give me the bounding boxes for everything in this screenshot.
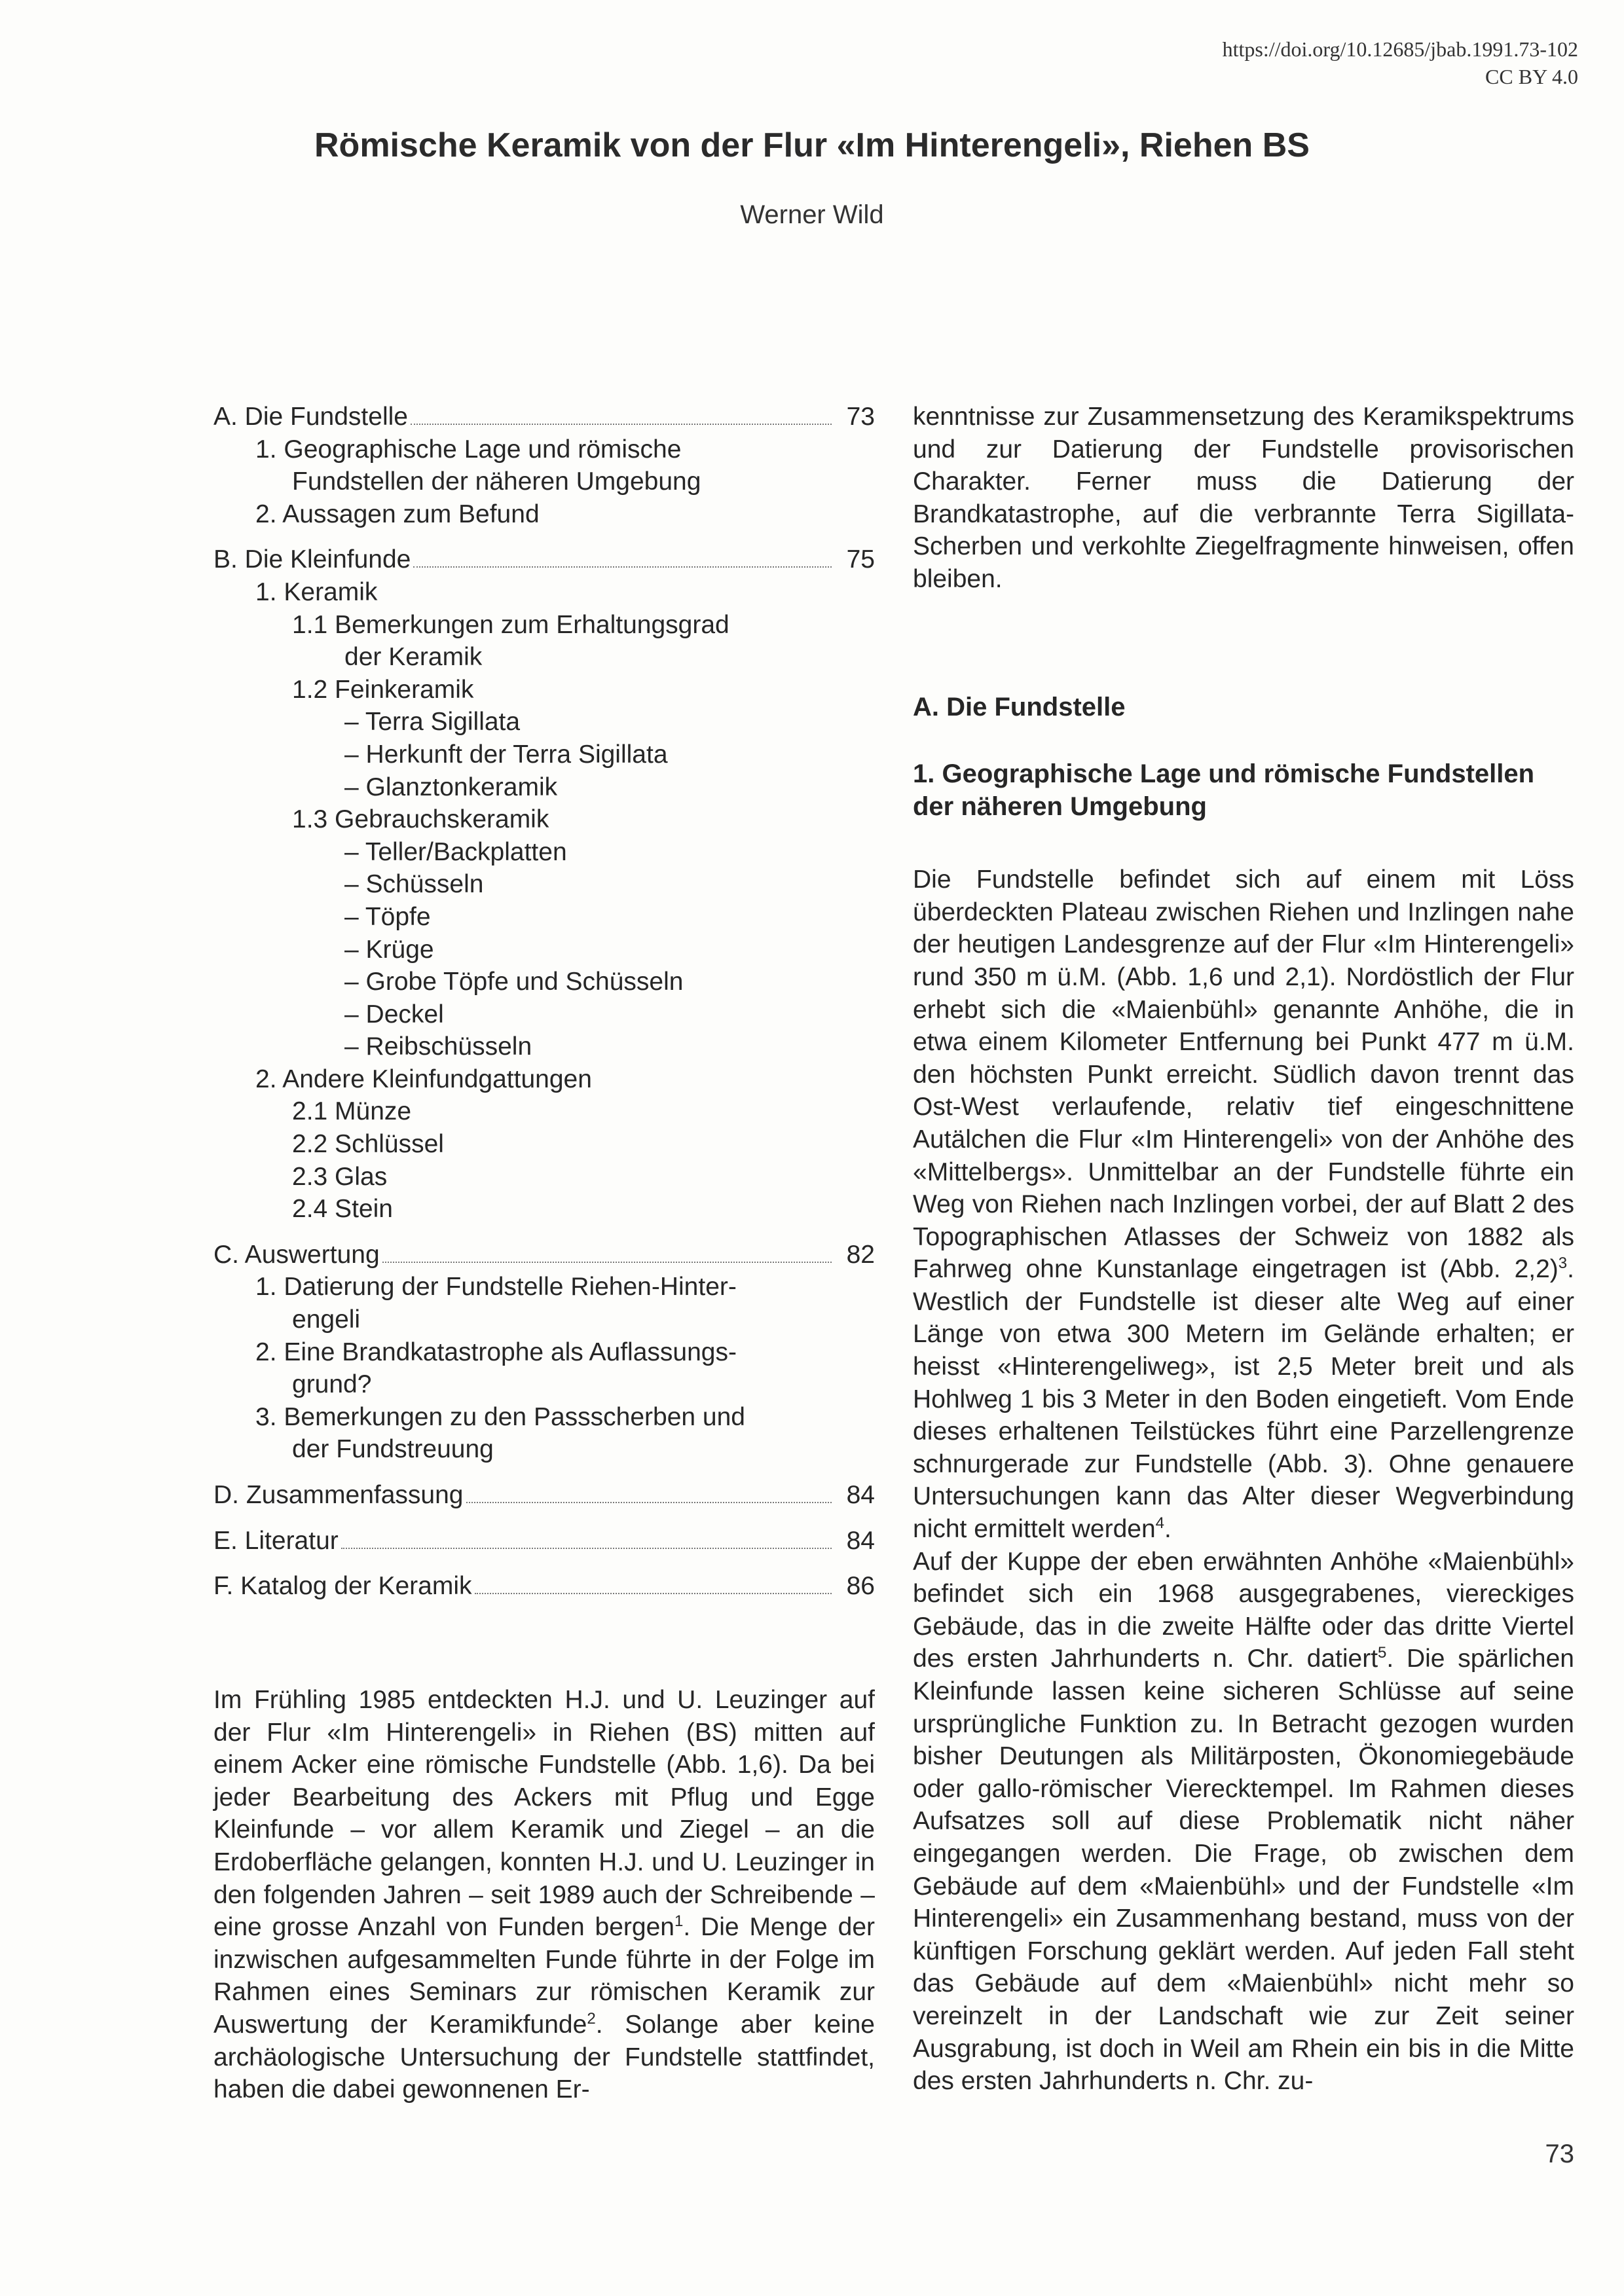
toc-label: F. Katalog der Keramik (213, 1572, 472, 1601)
body-paragraph (913, 1546, 1574, 2098)
section-heading: A. Die Fundstelle (913, 692, 1126, 721)
toc-item: 2.2 Schlüssel (292, 1130, 444, 1159)
toc-item: 1.2 Feinkeramik (292, 675, 474, 704)
toc-item: – Töpfe (344, 902, 431, 931)
intro-paragraph (213, 1684, 875, 2106)
toc-item: engeli (292, 1305, 361, 1334)
footnote-ref[interactable]: 3 (1558, 1254, 1568, 1273)
intro-column (213, 1684, 875, 2106)
intro-text: . Solange aber keine archäologische Untersuchung der Fundstelle stattfindet, haben die dabei gewonnenen Er- (213, 2010, 875, 2104)
toc-page: 73 (846, 403, 875, 431)
toc-leader (411, 424, 832, 425)
footnote-ref[interactable]: 4 (1155, 1514, 1165, 1533)
page-number: 73 (1545, 2140, 1574, 2168)
toc-item: 1. Geographische Lage und römische (255, 435, 682, 464)
toc-entry-b (213, 543, 875, 576)
toc-item: 2.4 Stein (292, 1195, 393, 1224)
toc-item: – Glanztonkeramik (344, 773, 558, 801)
toc-item: 1. Keramik (255, 577, 378, 606)
toc-item: Fundstellen der näheren Umgebung (292, 467, 701, 496)
toc-leader (382, 1262, 832, 1263)
table-of-contents (213, 401, 875, 1603)
toc-entry-d (213, 1479, 875, 1512)
license-label: CC BY 4.0 (1485, 65, 1578, 88)
article-author: Werner Wild (740, 200, 884, 229)
toc-label: C. Auswertung (213, 1240, 380, 1269)
continuation-paragraph: kenntnisse zur Zusammensetzung des Keramikspektrums und zur Datierung der Fundstelle provisorischen Charakter. Ferner muss die Datierung der Brandkatastrophe, auf die verbrannte Terra Sigillata-Scherben und verkohlte Ziegelfragmente hinweisen, offen bleiben. (913, 403, 1574, 593)
toc-page: 82 (846, 1240, 875, 1269)
toc-item: 1.3 Gebrauchskeramik (292, 805, 549, 834)
toc-item: 2. Eine Brandkatastrophe als Auflassungs- (255, 1338, 737, 1366)
toc-item: – Krüge (344, 935, 434, 964)
toc-item: grund? (292, 1370, 372, 1399)
article-title: Römische Keramik von der Flur «Im Hinterengeli», Riehen BS (314, 126, 1310, 164)
toc-label: D. Zusammenfassung (213, 1481, 464, 1509)
toc-item: – Grobe Töpfe und Schüsseln (344, 968, 684, 996)
toc-page: 84 (846, 1481, 875, 1509)
toc-entry-e (213, 1525, 875, 1558)
toc-item: 3. Bemerkungen zu den Passscherben und (255, 1402, 745, 1431)
toc-label: A. Die Fundstelle (213, 403, 408, 431)
body-text: . (1164, 1515, 1172, 1544)
toc-item: – Deckel (344, 1000, 444, 1029)
body-paragraph (913, 864, 1574, 1545)
toc-item: – Schüsseln (344, 870, 484, 899)
toc-leader (341, 1548, 832, 1549)
right-column (913, 401, 1574, 2098)
toc-item: 2. Aussagen zum Befund (255, 500, 540, 528)
toc-item: – Terra Sigillata (344, 708, 521, 737)
intro-text: . Die Menge der inzwischen aufgesammelten Funde führte in der Folge im Rahmen eines Seminars zur römischen Keramik zur Auswertung der Keramikfunde (213, 1913, 875, 2039)
toc-item: 1. Datierung der Fundstelle Riehen-Hinter- (255, 1273, 737, 1302)
toc-item: – Teller/Backplatten (344, 837, 567, 866)
body-text: . Die spärlichen Kleinfunde lassen keine sicheren Schlüsse auf seine ursprüngliche Funktion zu. In Betracht gezogen wurden bisher Deutungen als Militärposten, Ökonomiegebäude oder gallo-römischer Vierecktempel. Im Rahmen dieses Aufsatzes soll auf diese Problematik nicht näher eingegangen werden. Die Frage, ob zwischen dem Gebäude auf dem «Maienbühl» und der Fundstelle «Im Hinterengeli» ein Zusammenhang bestand, muss von der künftigen Forschung geklärt werden. Auf jeden Fall steht das Gebäude auf dem «Maienbühl» nicht mehr so vereinzelt in der Landschaft wie zur Zeit seiner Ausgrabung, ist doch in Weil am Rhein ein bis in die Mitte des ersten Jahrhunderts n. Chr. zu- (913, 1645, 1574, 2096)
doi-block (1223, 35, 1578, 90)
toc-item: 2. Andere Kleinfundgattungen (255, 1065, 592, 1093)
footnote-ref[interactable]: 2 (587, 2009, 596, 2028)
toc-leader (475, 1593, 832, 1594)
body-text: Die Fundstelle befindet sich auf einem mit Löss überdeckten Plateau zwischen Riehen und Inzlingen nahe der heutigen Landesgrenze auf der Flur «Im Hinterengeli» rund 350 m ü.M. (Abb. 1,6 und 2,1). Nordöstlich der Flur erhebt sich die «Maienbühl» genannte Anhöhe, die in etwa einem Kilometer Entfernung bei Punkt 477 m ü.M. den höchsten Punkt erreicht. Südlich davon trennt das Ost-West verlaufende, relativ tief eingeschnittene Autälchen die Flur «Im Hinterengeli» von der Anhöhe des «Mittelbergs». Unmittelbar an der Fundstelle führte ein Weg von Riehen nach Inzlingen vorbei, der auf Blatt 2 des Topographischen Atlasses der Schweiz von 1882 als Fahrweg ohne Kunstanlage eingetragen ist (Abb. 2,2) (913, 866, 1574, 1284)
toc-entry-c (213, 1239, 875, 1271)
toc-leader (413, 566, 832, 568)
toc-item: – Reibschüsseln (344, 1032, 532, 1061)
toc-item: 2.3 Glas (292, 1162, 388, 1191)
toc-page: 75 (846, 545, 875, 574)
toc-page: 86 (846, 1572, 875, 1601)
toc-item: – Herkunft der Terra Sigillata (344, 740, 668, 769)
toc-label: B. Die Kleinfunde (213, 545, 411, 574)
footnote-ref[interactable]: 1 (674, 1912, 684, 1931)
toc-entry-a (213, 401, 875, 433)
body-text: Auf der Kuppe der eben erwähnten Anhöhe «Maienbühl» befindet sich ein 1968 ausgegrabenes, viereckiges Gebäude, das in die zweite Hälfte oder das dritte Viertel des ersten Jahrhunderts n. Chr. datiert (913, 1547, 1574, 1673)
toc-item: der Fundstreuung (292, 1435, 494, 1464)
toc-leader (466, 1502, 832, 1503)
footnote-ref[interactable]: 5 (1378, 1644, 1387, 1662)
body-text: . Westlich der Fundstelle ist dieser alte Weg auf einer Länge von etwa 300 Metern im Gelände erhalten; er heisst «Hinterengeliweg», ist 2,5 Meter breit und als Hohlweg 1 bis 3 Meter in den Boden eingetieft. Vom Ende dieses erhaltenen Teilstückes führt eine Parzellengrenze schnurgerade zur Fundstelle (Abb. 3). Ohne genauere Untersuchungen kann das Alter dieser Wegverbindung nicht ermittelt werden (913, 1255, 1574, 1544)
toc-page: 84 (846, 1526, 875, 1555)
toc-item: 2.1 Münze (292, 1097, 412, 1126)
toc-label: E. Literatur (213, 1526, 339, 1555)
doi-link[interactable]: https://doi.org/10.12685/jbab.1991.73-102 (1222, 37, 1578, 61)
toc-entry-f (213, 1570, 875, 1603)
toc-item: der Keramik (344, 643, 483, 672)
subsection-heading: 1. Geographische Lage und römische Fundstellen der näheren Umgebung (913, 759, 1535, 822)
intro-text: Im Frühling 1985 entdeckten H.J. und U. Leuzinger auf der Flur «Im Hinterengeli» in Riehen (BS) mitten auf einem Acker eine römische Fundstelle (Abb. 1,6). Da bei jeder Bearbeitung des Ackers mit Pflug und Egge Kleinfunde – vor allem Keramik und Ziegel – an die Erdoberfläche gelangen, konnten H.J. und U. Leuzinger in den folgenden Jahren – seit 1989 auch der Schreibende – eine grosse Anzahl von Funden bergen (213, 1686, 875, 1942)
toc-item: 1.1 Bemerkungen zum Erhaltungsgrad (292, 610, 729, 639)
